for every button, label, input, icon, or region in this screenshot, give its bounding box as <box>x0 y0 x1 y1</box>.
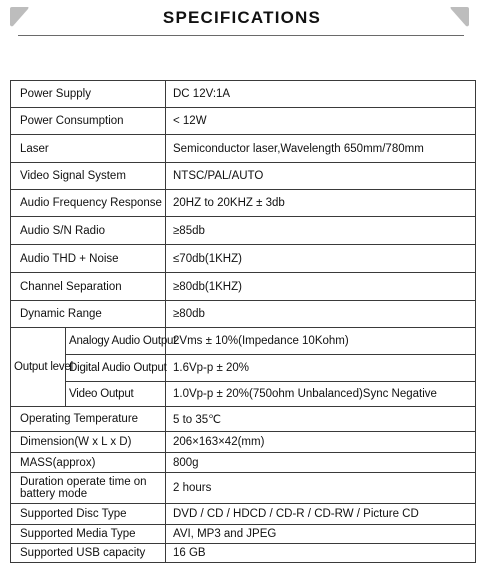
spec-label: Audio THD + Noise <box>11 245 166 273</box>
spec-sublabel: Digital Audio Output <box>66 355 166 382</box>
table-row <box>11 108 476 135</box>
spec-label: Supported Media Type <box>11 525 166 544</box>
table-row <box>11 135 476 163</box>
table-row <box>11 525 476 544</box>
table-row <box>11 382 476 407</box>
table-row <box>11 355 476 382</box>
spec-value: 5 to 35℃ <box>166 407 476 432</box>
spec-label: Power Consumption <box>11 108 166 135</box>
spec-value: 2 hours <box>166 473 476 504</box>
spec-sublabel: Analogy Audio Output <box>66 328 166 355</box>
spec-label: Laser <box>11 135 166 163</box>
output-level-label: Output level <box>11 328 66 407</box>
page-title: SPECIFICATIONS <box>162 8 322 27</box>
spec-label: Audio Frequency Response <box>11 190 166 217</box>
spec-value: DVD / CD / HDCD / CD-R / CD-RW / Picture CD <box>166 504 476 525</box>
spec-label: Dimension(W x L x D) <box>11 432 166 453</box>
table-row <box>11 163 476 190</box>
specifications-table <box>10 80 476 563</box>
spec-value: ≤70db(1KHZ) <box>166 245 476 273</box>
table-row <box>11 328 476 355</box>
spec-label: Dynamic Range <box>11 301 166 328</box>
spec-value: Semiconductor laser,Wavelength 650mm/780mm <box>166 135 476 163</box>
spec-label: Operating Temperature <box>11 407 166 432</box>
spec-value: 2Vms ± 10%(Impedance 10Kohm) <box>166 328 476 355</box>
table-row <box>11 217 476 245</box>
table-row <box>11 504 476 525</box>
spec-value: ≥85db <box>166 217 476 245</box>
spec-value: 800g <box>166 453 476 473</box>
table-row <box>11 245 476 273</box>
spec-value: 1.0Vp-p ± 20%(750ohm Unbalanced)Sync Negative <box>166 382 476 407</box>
spec-value: ≥80db(1KHZ) <box>166 273 476 301</box>
table-row <box>11 273 476 301</box>
table-row <box>11 453 476 473</box>
table-row <box>11 190 476 217</box>
spec-label: Audio S/N Radio <box>11 217 166 245</box>
spec-label: MASS(approx) <box>11 453 166 473</box>
spec-value: ≥80db <box>166 301 476 328</box>
table-row <box>11 432 476 453</box>
spec-value: 16 GB <box>166 544 476 563</box>
table-row <box>11 301 476 328</box>
table-row <box>11 473 476 504</box>
title-divider <box>18 35 464 36</box>
spec-sublabel: Video Output <box>66 382 166 407</box>
table-row <box>11 544 476 563</box>
spec-label: Duration operate time on battery mode <box>11 473 166 504</box>
spec-value: AVI, MP3 and JPEG <box>166 525 476 544</box>
spec-label: Supported USB capacity <box>11 544 166 563</box>
spec-label: Video Signal System <box>11 163 166 190</box>
spec-value: 20HZ to 20KHZ ± 3db <box>166 190 476 217</box>
spec-value: < 12W <box>166 108 476 135</box>
spec-value: 1.6Vp-p ± 20% <box>166 355 476 382</box>
spec-value: 206×163×42(mm) <box>166 432 476 453</box>
spec-value: DC 12V:1A <box>166 81 476 108</box>
spec-value: NTSC/PAL/AUTO <box>166 163 476 190</box>
table-row <box>11 81 476 108</box>
table-row <box>11 407 476 432</box>
spec-label: Supported Disc Type <box>11 504 166 525</box>
spec-label: Power Supply <box>11 81 166 108</box>
spec-label: Channel Separation <box>11 273 166 301</box>
